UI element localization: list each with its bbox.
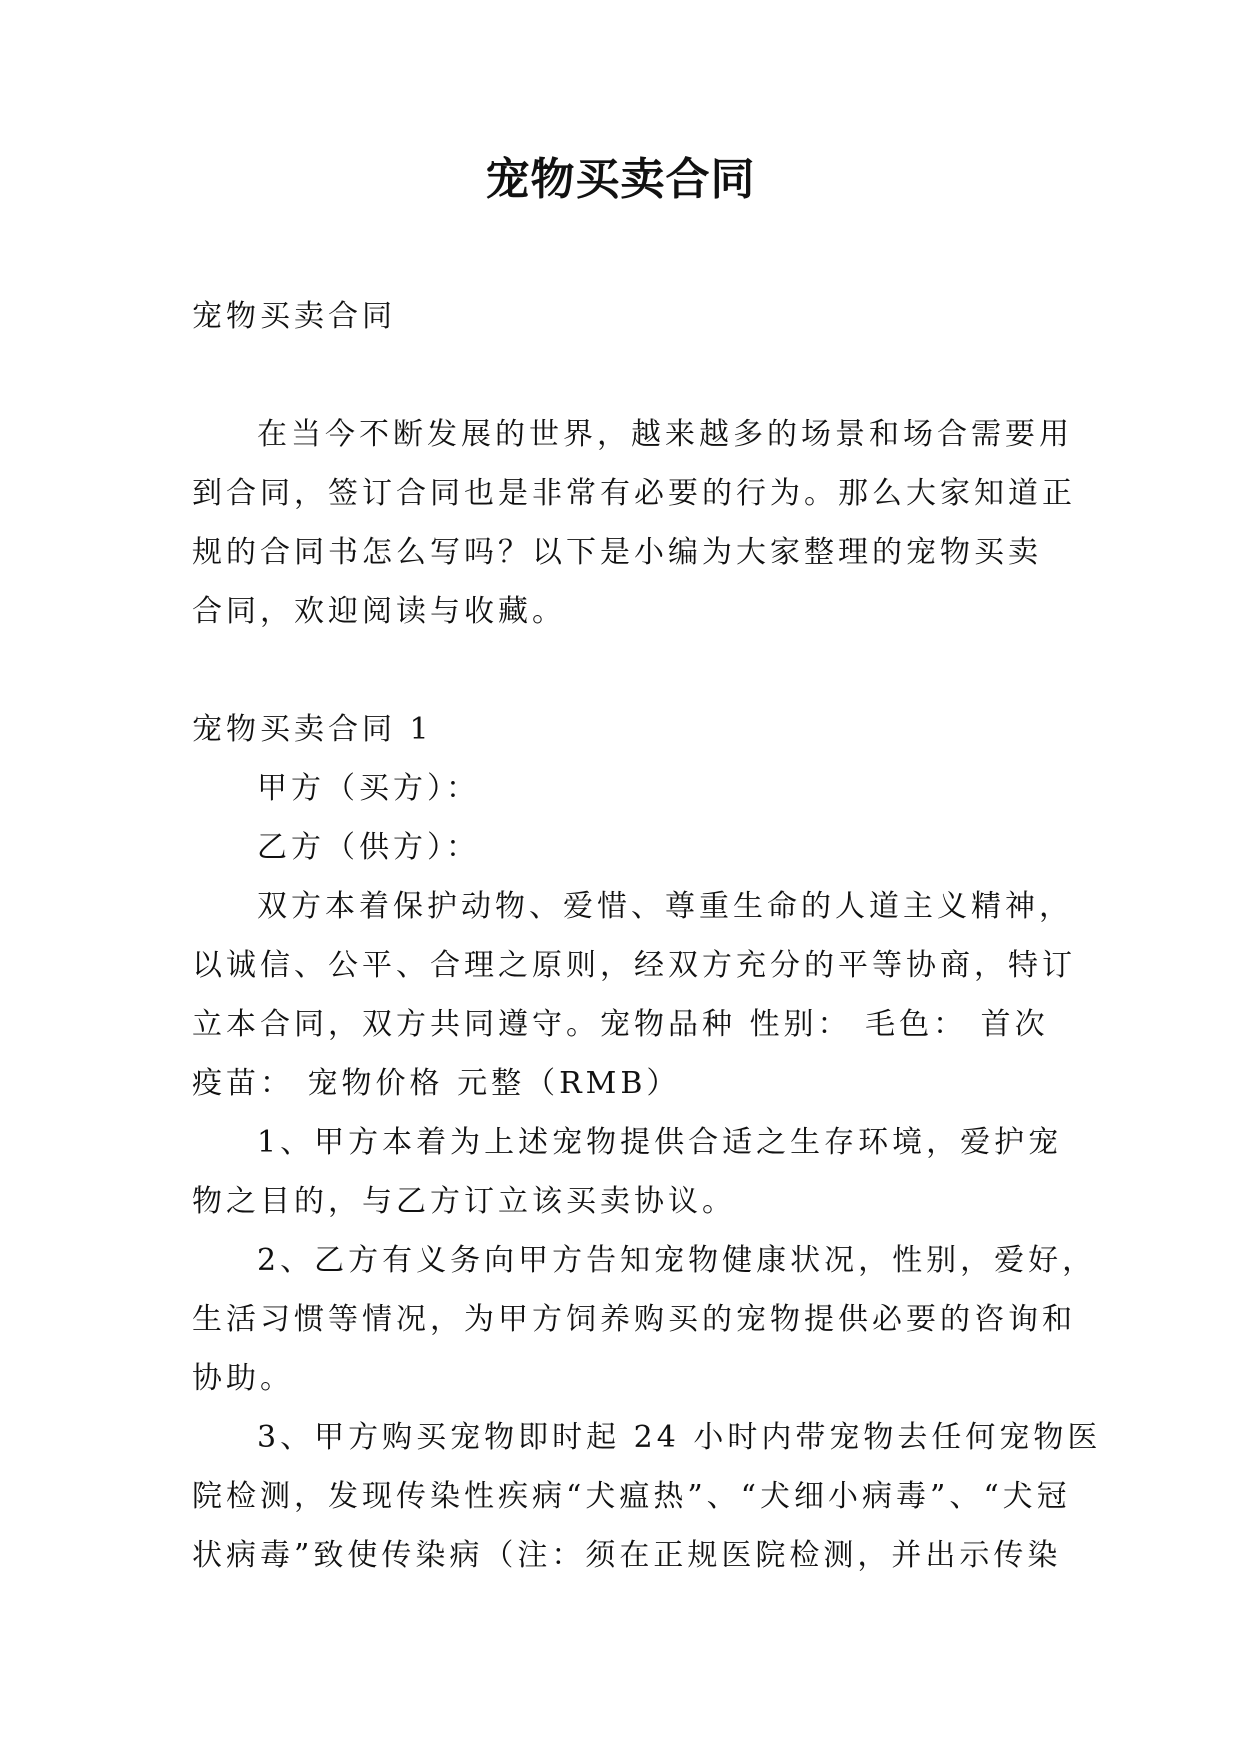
clause-line: 1、甲方本着为上述宠物提供合适之生存环境，爱护宠: [257, 1125, 1063, 1160]
intro-line: 合同，欢迎阅读与收藏。: [192, 594, 566, 629]
intro-line: 规的合同书怎么写吗？以下是小编为大家整理的宠物买卖: [192, 535, 1042, 570]
preamble-line: 立本合同，双方共同遵守。宠物品种 性别： 毛色： 首次: [192, 1007, 1049, 1042]
document-subtitle: 宠物买卖合同: [192, 299, 396, 334]
document-title: 宠物买卖合同: [485, 154, 756, 205]
clause-line: 协助。: [192, 1361, 294, 1396]
party-b-label: 乙方（供方）：: [257, 830, 480, 865]
clause-line: 2、乙方有义务向甲方告知宠物健康状况，性别，爱好，: [257, 1243, 1097, 1278]
intro-line: 到合同，签订合同也是非常有必要的行为。那么大家知道正: [192, 476, 1076, 511]
preamble-line: 以诚信、公平、合理之原则，经双方充分的平等协商，特订: [192, 948, 1076, 983]
clause-line: 院检测，发现传染性疾病“犬瘟热”、“犬细小病毒”、“犬冠: [192, 1479, 1071, 1514]
clause-line: 状病毒”致使传染病（注：须在正规医院检测，并出示传染: [192, 1538, 1062, 1573]
blank-line: [192, 346, 1054, 405]
clause-2: [192, 1231, 1097, 1408]
clause-3: [192, 1408, 1102, 1585]
clause-1: [192, 1113, 1063, 1231]
intro-paragraph: [192, 405, 1076, 641]
preamble-line: 疫苗： 宠物价格 元整（RMB）: [192, 1066, 681, 1101]
clause-line: 生活习惯等情况，为甲方饲养购买的宠物提供必要的咨询和: [192, 1302, 1076, 1337]
section-heading: 宠物买卖合同 1: [192, 712, 433, 747]
clause-line: 3、甲方购买宠物即时起 24 小时内带宠物去任何宠物医: [257, 1420, 1102, 1455]
party-a-label: 甲方（买方）：: [257, 771, 480, 806]
preamble-line: 双方本着保护动物、爱惜、尊重生命的人道主义精神，: [257, 889, 1073, 924]
intro-line: 在当今不断发展的世界，越来越多的场景和场合需要用: [257, 417, 1073, 452]
document-body: [192, 287, 1102, 1585]
preamble-paragraph: [192, 877, 1076, 1113]
clause-line: 物之目的，与乙方订立该买卖协议。: [192, 1184, 736, 1219]
blank-line: [192, 641, 1054, 700]
